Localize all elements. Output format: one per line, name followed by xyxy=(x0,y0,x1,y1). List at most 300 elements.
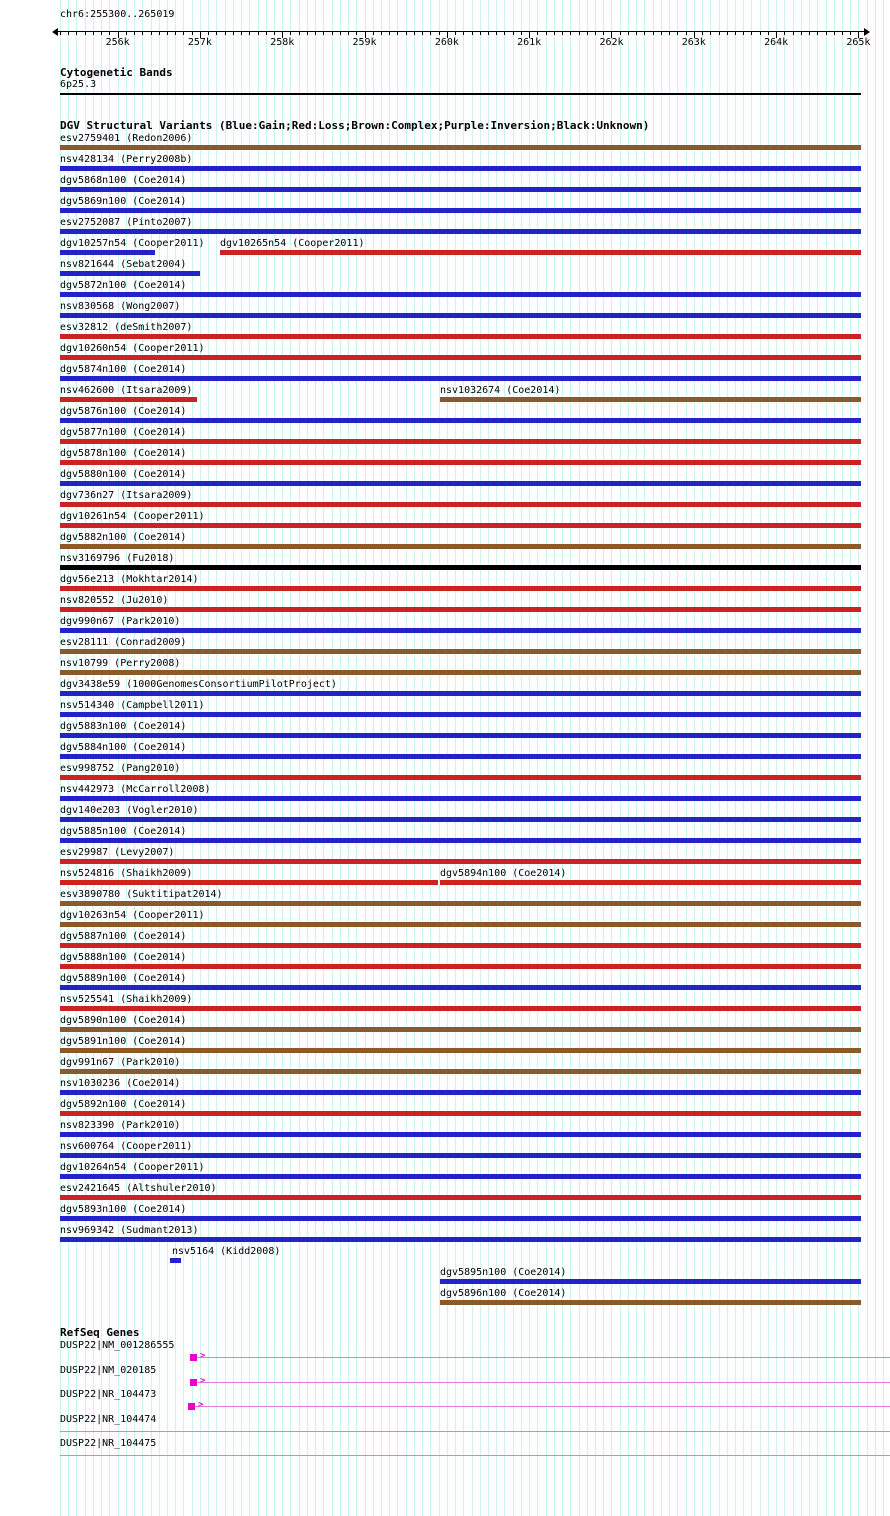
variant-label[interactable]: nsv821644 (Sebat2004) xyxy=(60,259,187,270)
variant-row xyxy=(0,364,890,385)
refseq-gene-track xyxy=(0,1340,890,1463)
variant-row xyxy=(0,1183,890,1204)
variant-label[interactable]: dgv5883n100 (Coe2014) xyxy=(60,721,187,732)
gene-line[interactable] xyxy=(60,1455,890,1456)
variant-row xyxy=(0,805,890,826)
variant-row xyxy=(0,658,890,679)
variant-bar[interactable] xyxy=(60,1132,861,1137)
variant-label[interactable]: nsv462600 (Itsara2009) xyxy=(60,385,193,396)
ruler-minor-tick xyxy=(595,32,596,35)
variant-row xyxy=(0,301,890,322)
variant-bar[interactable] xyxy=(60,670,861,675)
ruler-minor-tick xyxy=(809,32,810,35)
variant-bar[interactable] xyxy=(60,964,861,969)
ruler-minor-tick xyxy=(504,32,505,35)
ruler-minor-tick xyxy=(85,32,86,35)
ruler-tick-label: 259k xyxy=(352,37,377,48)
ruler-minor-tick xyxy=(735,32,736,35)
gene-direction-arrow-icon: > xyxy=(198,1400,204,1411)
variant-bar[interactable] xyxy=(60,250,155,255)
variant-label[interactable]: dgv5885n100 (Coe2014) xyxy=(60,826,187,837)
variant-row xyxy=(0,1120,890,1141)
ruler-minor-tick xyxy=(463,32,464,35)
ruler-minor-tick xyxy=(323,32,324,35)
variant-bar[interactable] xyxy=(60,439,861,444)
gene-label[interactable]: DUSP22|NR_104475 xyxy=(60,1438,157,1450)
ruler-minor-tick xyxy=(373,32,374,35)
ruler-minor-tick xyxy=(225,32,226,35)
gene-exon-box[interactable] xyxy=(188,1403,195,1410)
variant-bar[interactable] xyxy=(60,1069,861,1074)
variant-row xyxy=(0,196,890,217)
ruler-minor-tick xyxy=(109,32,110,35)
ruler-minor-tick xyxy=(159,32,160,35)
ruler-tick-label: 257k xyxy=(187,37,212,48)
ruler-minor-tick xyxy=(299,32,300,35)
ruler-minor-tick xyxy=(76,32,77,35)
variant-bar[interactable] xyxy=(60,943,861,948)
variant-label[interactable]: dgv10264n54 (Cooper2011) xyxy=(60,1162,205,1173)
variant-row xyxy=(0,994,890,1015)
ruler-minor-tick xyxy=(710,32,711,35)
variant-label[interactable]: dgv5893n100 (Coe2014) xyxy=(60,1204,187,1215)
ruler-minor-tick xyxy=(719,32,720,35)
ruler-minor-tick xyxy=(834,32,835,35)
variant-label[interactable]: dgv991n67 (Park2010) xyxy=(60,1057,181,1068)
ruler-minor-tick xyxy=(480,32,481,35)
ruler-minor-tick xyxy=(249,32,250,35)
ruler-minor-tick xyxy=(151,32,152,35)
ruler-tick-label: 263k xyxy=(681,37,706,48)
variant-row xyxy=(0,1141,890,1162)
variant-row xyxy=(0,847,890,868)
variant-label[interactable]: nsv600764 (Cooper2011) xyxy=(60,1141,193,1152)
variant-label[interactable]: nsv830568 (Wong2007) xyxy=(60,301,181,312)
variant-bar[interactable] xyxy=(60,1216,861,1221)
variant-row xyxy=(0,889,890,910)
refseq-track-title: RefSeq Genes xyxy=(60,1326,140,1339)
variant-bar[interactable] xyxy=(60,628,861,633)
variant-label[interactable]: dgv5869n100 (Coe2014) xyxy=(60,196,187,207)
variant-bar[interactable] xyxy=(440,397,861,402)
dgv-variant-track xyxy=(0,133,890,1309)
ruler-minor-tick xyxy=(332,32,333,35)
variant-label[interactable]: dgv10257n54 (Cooper2011) xyxy=(60,238,205,249)
variant-row xyxy=(0,1162,890,1183)
variant-bar[interactable] xyxy=(60,1048,861,1053)
cytoband-label: 6p25.3 xyxy=(60,79,97,90)
variant-bar[interactable] xyxy=(60,460,861,465)
cytogenetic-bands-title: Cytogenetic Bands xyxy=(60,66,173,79)
variant-row xyxy=(0,217,890,238)
variant-bar[interactable] xyxy=(60,523,861,528)
variant-bar[interactable] xyxy=(60,271,200,276)
ruler-minor-tick xyxy=(340,32,341,35)
variant-bar[interactable] xyxy=(440,1300,861,1305)
ruler-minor-tick xyxy=(817,32,818,35)
ruler-minor-tick xyxy=(579,32,580,35)
ruler-tick-label: 260k xyxy=(434,37,459,48)
variant-row xyxy=(0,910,890,931)
ruler-minor-tick xyxy=(134,32,135,35)
variant-row xyxy=(0,154,890,175)
ruler-tick-label: 262k xyxy=(599,37,624,48)
ruler-minor-tick xyxy=(430,32,431,35)
ruler-minor-tick xyxy=(348,32,349,35)
variant-bar[interactable] xyxy=(60,1237,861,1242)
ruler-right-arrow-icon xyxy=(864,28,870,36)
ruler-minor-tick xyxy=(850,32,851,35)
variant-label[interactable]: dgv5894n100 (Coe2014) xyxy=(440,868,567,879)
variant-row xyxy=(0,637,890,658)
variant-bar[interactable] xyxy=(60,1174,861,1179)
variant-bar[interactable] xyxy=(60,649,861,654)
variant-row xyxy=(0,322,890,343)
variant-bar[interactable] xyxy=(60,208,861,213)
ruler-minor-tick xyxy=(68,32,69,35)
variant-row xyxy=(0,532,890,553)
variant-bar[interactable] xyxy=(220,250,861,255)
variant-label[interactable]: dgv5876n100 (Coe2014) xyxy=(60,406,187,417)
ruler-minor-tick xyxy=(669,32,670,35)
ruler-minor-tick xyxy=(356,32,357,35)
variant-bar[interactable] xyxy=(60,292,861,297)
variant-label[interactable]: dgv5889n100 (Coe2014) xyxy=(60,973,187,984)
coordinate-ruler[interactable] xyxy=(0,0,890,50)
ruler-minor-tick xyxy=(546,32,547,35)
ruler-minor-tick xyxy=(826,32,827,35)
ruler-tick-label: 256k xyxy=(105,37,130,48)
variant-label[interactable]: nsv1030236 (Coe2014) xyxy=(60,1078,181,1089)
ruler-minor-tick xyxy=(496,32,497,35)
variant-bar[interactable] xyxy=(60,1090,861,1095)
ruler-minor-tick xyxy=(101,32,102,35)
ruler-minor-tick xyxy=(258,32,259,35)
ruler-minor-tick xyxy=(472,32,473,35)
variant-label[interactable]: nsv969342 (Sudmant2013) xyxy=(60,1225,199,1236)
gene-row xyxy=(0,1438,890,1463)
variant-row xyxy=(0,427,890,448)
variant-label[interactable]: dgv5880n100 (Coe2014) xyxy=(60,469,187,480)
variant-row xyxy=(0,406,890,427)
ruler-minor-tick xyxy=(241,32,242,35)
gene-label[interactable]: DUSP22|NR_104474 xyxy=(60,1413,157,1425)
variant-row xyxy=(0,1057,890,1078)
variant-label[interactable]: dgv5878n100 (Coe2014) xyxy=(60,448,187,459)
gene-direction-arrow-icon: > xyxy=(200,1375,206,1386)
ruler-minor-tick xyxy=(266,32,267,35)
variant-bar[interactable] xyxy=(60,607,861,612)
dgv-track-title: DGV Structural Variants (Blue:Gain;Red:Loss;Brown:Complex;Purple:Inversion;Black:Unknown) xyxy=(60,119,650,132)
variant-label[interactable]: dgv3438e59 (1000GenomesConsortiumPilotProject) xyxy=(60,679,337,690)
variant-bar[interactable] xyxy=(60,187,861,192)
variant-label[interactable]: nsv3169796 (Fu2018) xyxy=(60,553,175,564)
variant-row xyxy=(0,1204,890,1225)
variant-row xyxy=(0,511,890,532)
variant-row xyxy=(0,553,890,574)
variant-row xyxy=(0,931,890,952)
ruler-minor-tick xyxy=(653,32,654,35)
ruler-minor-tick xyxy=(183,32,184,35)
variant-bar[interactable] xyxy=(60,1195,861,1200)
variant-row xyxy=(0,742,890,763)
variant-bar[interactable] xyxy=(60,544,861,549)
variant-label[interactable]: dgv5887n100 (Coe2014) xyxy=(60,931,187,942)
variant-label[interactable]: esv3890780 (Suktitipat2014) xyxy=(60,889,223,900)
variant-bar[interactable] xyxy=(440,880,861,885)
variant-bar[interactable] xyxy=(60,880,438,885)
variant-label[interactable]: nsv5164 (Kidd2008) xyxy=(172,1246,281,1257)
variant-row xyxy=(0,238,890,259)
variant-row xyxy=(0,133,890,154)
ruler-tick-label: 261k xyxy=(517,37,542,48)
variant-bar[interactable] xyxy=(440,1279,861,1284)
gene-label[interactable]: DUSP22|NR_104473 xyxy=(60,1389,157,1401)
gene-direction-arrow-icon: > xyxy=(200,1351,206,1361)
ruler-minor-tick xyxy=(397,32,398,35)
variant-bar[interactable] xyxy=(60,796,861,801)
ruler-tick-label: 264k xyxy=(764,37,789,48)
variant-row xyxy=(0,1246,890,1267)
gene-exon-box[interactable] xyxy=(190,1379,197,1386)
ruler-tick-label: 265k xyxy=(846,37,871,48)
variant-bar[interactable] xyxy=(60,817,861,822)
variant-bar[interactable] xyxy=(60,418,861,423)
variant-bar[interactable] xyxy=(60,565,861,570)
gene-row xyxy=(0,1340,890,1365)
variant-row xyxy=(0,973,890,994)
ruler-minor-tick xyxy=(208,32,209,35)
gene-label[interactable]: DUSP22|NM_020185 xyxy=(60,1364,157,1376)
ruler-minor-tick xyxy=(414,32,415,35)
variant-row xyxy=(0,826,890,847)
gene-row xyxy=(0,1365,890,1390)
ruler-minor-tick xyxy=(216,32,217,35)
variant-label[interactable]: dgv990n67 (Park2010) xyxy=(60,616,181,627)
variant-row xyxy=(0,1015,890,1036)
variant-label[interactable]: dgv5892n100 (Coe2014) xyxy=(60,1099,187,1110)
variant-bar[interactable] xyxy=(170,1258,181,1263)
variant-row xyxy=(0,469,890,490)
variant-label[interactable]: dgv5874n100 (Coe2014) xyxy=(60,364,187,375)
variant-row xyxy=(0,868,890,889)
variant-row xyxy=(0,763,890,784)
variant-row xyxy=(0,1288,890,1309)
ruler-minor-tick xyxy=(784,32,785,35)
variant-label[interactable]: dgv5891n100 (Coe2014) xyxy=(60,1036,187,1047)
variant-row xyxy=(0,574,890,595)
variant-label[interactable]: dgv5877n100 (Coe2014) xyxy=(60,427,187,438)
ruler-minor-tick xyxy=(686,32,687,35)
variant-row xyxy=(0,448,890,469)
ruler-minor-tick xyxy=(751,32,752,35)
variant-label[interactable]: esv28111 (Conrad2009) xyxy=(60,637,187,648)
variant-bar[interactable] xyxy=(60,166,861,171)
variant-bar[interactable] xyxy=(60,901,861,906)
ruler-minor-tick xyxy=(587,32,588,35)
gene-line[interactable] xyxy=(190,1382,890,1383)
ruler-minor-tick xyxy=(60,32,61,35)
gene-row xyxy=(0,1414,890,1439)
variant-label[interactable]: nsv514340 (Campbell2011) xyxy=(60,700,205,711)
variant-label[interactable]: dgv736n27 (Itsara2009) xyxy=(60,490,193,501)
variant-label[interactable]: dgv5888n100 (Coe2014) xyxy=(60,952,187,963)
variant-row xyxy=(0,595,890,616)
variant-label[interactable]: dgv5895n100 (Coe2014) xyxy=(440,1267,567,1278)
ruler-minor-tick xyxy=(743,32,744,35)
ruler-minor-tick xyxy=(93,32,94,35)
variant-row xyxy=(0,490,890,511)
ruler-minor-tick xyxy=(439,32,440,35)
variant-row xyxy=(0,175,890,196)
ruler-minor-tick xyxy=(192,32,193,35)
ruler-left-arrow-icon xyxy=(52,28,58,36)
ruler-minor-tick xyxy=(142,32,143,35)
variant-label[interactable]: nsv428134 (Perry2008b) xyxy=(60,154,193,165)
variant-bar[interactable] xyxy=(60,334,861,339)
variant-bar[interactable] xyxy=(60,376,861,381)
variant-bar[interactable] xyxy=(60,481,861,486)
variant-label[interactable]: esv29987 (Levy2007) xyxy=(60,847,175,858)
variant-bar[interactable] xyxy=(60,1006,861,1011)
variant-label[interactable]: dgv56e213 (Mokhtar2014) xyxy=(60,574,199,585)
ruler-minor-tick xyxy=(760,32,761,35)
variant-bar[interactable] xyxy=(60,985,861,990)
variant-label[interactable]: dgv10263n54 (Cooper2011) xyxy=(60,910,205,921)
variant-bar[interactable] xyxy=(60,691,861,696)
ruler-minor-tick xyxy=(842,32,843,35)
variant-label[interactable]: esv2421645 (Altshuler2010) xyxy=(60,1183,217,1194)
ruler-minor-tick xyxy=(307,32,308,35)
variant-bar[interactable] xyxy=(60,502,861,507)
ruler-minor-tick xyxy=(702,32,703,35)
variant-label[interactable]: dgv10260n54 (Cooper2011) xyxy=(60,343,205,354)
variant-row xyxy=(0,1267,890,1288)
variant-label[interactable]: esv998752 (Pang2010) xyxy=(60,763,181,774)
ruler-minor-tick xyxy=(661,32,662,35)
variant-row xyxy=(0,1099,890,1120)
ruler-minor-tick xyxy=(381,32,382,35)
gene-line[interactable] xyxy=(188,1406,890,1407)
ruler-minor-tick xyxy=(793,32,794,35)
ruler-minor-tick xyxy=(389,32,390,35)
variant-label[interactable]: dgv10265n54 (Cooper2011) xyxy=(220,238,365,249)
variant-bar[interactable] xyxy=(60,1027,861,1032)
ruler-minor-tick xyxy=(126,32,127,35)
ruler-minor-tick xyxy=(175,32,176,35)
variant-row xyxy=(0,679,890,700)
variant-bar[interactable] xyxy=(60,145,861,150)
variant-row xyxy=(0,280,890,301)
ruler-minor-tick xyxy=(537,32,538,35)
variant-bar[interactable] xyxy=(60,754,861,759)
variant-label[interactable]: esv2759401 (Redon2006) xyxy=(60,133,193,144)
variant-row xyxy=(0,616,890,637)
region-label: chr6:255300..265019 xyxy=(60,9,175,20)
variant-label[interactable]: nsv823390 (Park2010) xyxy=(60,1120,181,1131)
variant-label[interactable]: dgv10261n54 (Cooper2011) xyxy=(60,511,205,522)
ruler-minor-tick xyxy=(422,32,423,35)
variant-bar[interactable] xyxy=(60,355,861,360)
ruler-minor-tick xyxy=(167,32,168,35)
ruler-minor-tick xyxy=(488,32,489,35)
variant-label[interactable]: nsv524816 (Shaikh2009) xyxy=(60,868,193,879)
ruler-minor-tick xyxy=(233,32,234,35)
ruler-minor-tick xyxy=(636,32,637,35)
variant-label[interactable]: esv32812 (deSmith2007) xyxy=(60,322,193,333)
variant-label[interactable]: esv2752087 (Pinto2007) xyxy=(60,217,193,228)
ruler-minor-tick xyxy=(677,32,678,35)
ruler-minor-tick xyxy=(562,32,563,35)
variant-bar[interactable] xyxy=(60,859,861,864)
variant-label[interactable]: nsv525541 (Shaikh2009) xyxy=(60,994,193,1005)
variant-label[interactable]: nsv10799 (Perry2008) xyxy=(60,658,181,669)
ruler-minor-tick xyxy=(620,32,621,35)
variant-label[interactable]: nsv442973 (McCarroll2008) xyxy=(60,784,211,795)
ruler-minor-tick xyxy=(603,32,604,35)
ruler-minor-tick xyxy=(521,32,522,35)
ruler-minor-tick xyxy=(554,32,555,35)
variant-row xyxy=(0,343,890,364)
variant-label[interactable]: nsv1032674 (Coe2014) xyxy=(440,385,561,396)
gene-line[interactable] xyxy=(190,1357,890,1358)
variant-bar[interactable] xyxy=(60,922,861,927)
gene-exon-box[interactable] xyxy=(190,1354,197,1361)
variant-bar[interactable] xyxy=(60,1153,861,1158)
ruler-minor-tick xyxy=(727,32,728,35)
gene-row xyxy=(0,1389,890,1414)
variant-row xyxy=(0,784,890,805)
variant-row xyxy=(0,385,890,406)
variant-row xyxy=(0,1036,890,1057)
variant-bar[interactable] xyxy=(60,775,861,780)
gene-label[interactable]: DUSP22|NM_001286555 xyxy=(60,1340,175,1351)
variant-bar[interactable] xyxy=(60,397,197,402)
ruler-minor-tick xyxy=(644,32,645,35)
variant-label[interactable]: dgv5868n100 (Coe2014) xyxy=(60,175,187,186)
ruler-minor-tick xyxy=(513,32,514,35)
variant-bar[interactable] xyxy=(60,1111,861,1116)
variant-row xyxy=(0,721,890,742)
variant-bar[interactable] xyxy=(60,229,861,234)
variant-row xyxy=(0,700,890,721)
variant-row xyxy=(0,1078,890,1099)
ruler-minor-tick xyxy=(315,32,316,35)
variant-label[interactable]: dgv5896n100 (Coe2014) xyxy=(440,1288,567,1299)
ruler-minor-tick xyxy=(801,32,802,35)
ruler-minor-tick xyxy=(455,32,456,35)
cytoband-glyph xyxy=(60,93,861,95)
variant-bar[interactable] xyxy=(60,733,861,738)
variant-row xyxy=(0,1225,890,1246)
gene-line[interactable] xyxy=(60,1431,890,1432)
ruler-minor-tick xyxy=(570,32,571,35)
variant-label[interactable]: dgv5882n100 (Coe2014) xyxy=(60,532,187,543)
ruler-minor-tick xyxy=(628,32,629,35)
variant-row xyxy=(0,259,890,280)
ruler-minor-tick xyxy=(290,32,291,35)
variant-label[interactable]: dgv140e203 (Vogler2010) xyxy=(60,805,199,816)
variant-bar[interactable] xyxy=(60,586,861,591)
variant-label[interactable]: nsv820552 (Ju2010) xyxy=(60,595,169,606)
variant-bar[interactable] xyxy=(60,313,861,318)
variant-row xyxy=(0,952,890,973)
variant-label[interactable]: dgv5884n100 (Coe2014) xyxy=(60,742,187,753)
variant-label[interactable]: dgv5872n100 (Coe2014) xyxy=(60,280,187,291)
variant-bar[interactable] xyxy=(60,712,861,717)
variant-bar[interactable] xyxy=(60,838,861,843)
variant-label[interactable]: dgv5890n100 (Coe2014) xyxy=(60,1015,187,1026)
